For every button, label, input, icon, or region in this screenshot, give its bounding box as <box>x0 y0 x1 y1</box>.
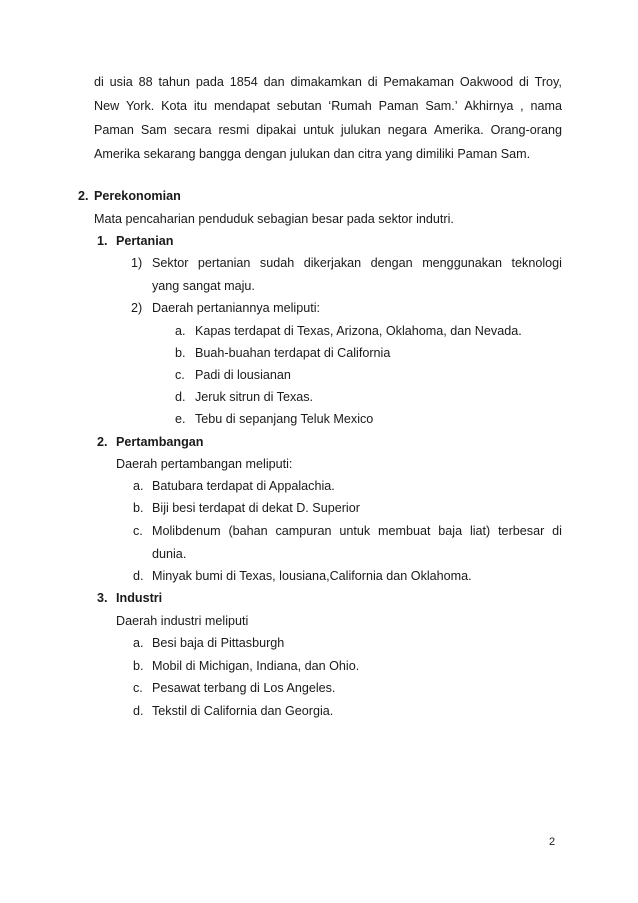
pertambangan-item-letter: a. <box>133 479 144 493</box>
page-number: 2 <box>549 836 556 848</box>
subsection-number-pertambangan: 2. <box>97 435 108 449</box>
subsection-title-pertanian: Pertanian <box>116 234 174 248</box>
pertambangan-item-letter: d. <box>133 569 144 583</box>
pertanian-subitem-text: Tebu di sepanjang Teluk Mexico <box>195 412 374 426</box>
pertanian-subitem-letter: a. <box>175 324 186 338</box>
industri-item-letter: b. <box>133 659 144 673</box>
pertanian-subitem-letter: b. <box>175 346 186 360</box>
intro-line-2: New York. Kota itu mendapat sebutan ‘Rumah Paman Sam.’ Akhirnya , nama <box>94 99 562 113</box>
industri-intro: Daerah industri meliputi <box>116 614 249 628</box>
pertambangan-item-letter: b. <box>133 501 144 515</box>
pertambangan-item-text: Minyak bumi di Texas, lousiana,California dan Oklahoma. <box>152 569 472 583</box>
industri-item-text: Pesawat terbang di Los Angeles. <box>152 681 336 695</box>
pertanian-subitem-letter: d. <box>175 390 186 404</box>
pertanian-item-1-line-2: yang sangat maju. <box>152 279 255 293</box>
intro-line-4: Amerika sekarang bangga dengan julukan dan citra yang dimiliki Paman Sam. <box>94 147 531 161</box>
intro-line-1: di usia 88 tahun pada 1854 dan dimakamkan di Pemakaman Oakwood di Troy, <box>94 75 562 89</box>
industri-item-letter: a. <box>133 636 144 650</box>
subsection-number-pertanian: 1. <box>97 234 108 248</box>
intro-line-3: Paman Sam secara resmi dipakai untuk julukan negara Amerika. Orang-orang <box>94 123 562 137</box>
pertanian-subitem-letter: e. <box>175 412 186 426</box>
industri-item-text: Mobil di Michigan, Indiana, dan Ohio. <box>152 659 360 673</box>
subsection-title-pertambangan: Pertambangan <box>116 435 204 449</box>
industri-item-letter: c. <box>133 681 143 695</box>
subsection-number-industri: 3. <box>97 591 108 605</box>
industri-item-letter: d. <box>133 704 144 718</box>
section-intro: Mata pencaharian penduduk sebagian besar pada sektor indutri. <box>94 212 454 226</box>
industri-item-text: Besi baja di Pittasburgh <box>152 636 285 650</box>
pertanian-item-1-number: 1) <box>131 256 143 270</box>
pertanian-item-2: Daerah pertaniannya meliputi: <box>152 301 321 315</box>
pertanian-subitem-text: Padi di lousianan <box>195 368 291 382</box>
pertanian-subitem-text: Kapas terdapat di Texas, Arizona, Oklahoma, dan Nevada. <box>195 324 522 338</box>
pertambangan-item-text: Molibdenum (bahan campuran untuk membuat baja liat) terbesar di <box>152 524 562 538</box>
pertambangan-item-text: Batubara terdapat di Appalachia. <box>152 479 335 493</box>
pertambangan-item-letter: c. <box>133 524 143 538</box>
pertambangan-item-text: Biji besi terdapat di dekat D. Superior <box>152 501 360 515</box>
section-number: 2. <box>78 189 89 203</box>
pertanian-subitem-letter: c. <box>175 368 185 382</box>
industri-item-text: Tekstil di California dan Georgia. <box>152 704 334 718</box>
pertanian-item-1-line-1: Sektor pertanian sudah dikerjakan dengan menggunakan teknologi <box>152 256 562 270</box>
pertanian-subitem-text: Jeruk sitrun di Texas. <box>195 390 314 404</box>
pertanian-subitem-text: Buah-buahan terdapat di California <box>195 346 391 360</box>
section-title: Perekonomian <box>94 189 181 203</box>
pertambangan-item-text-continued: dunia. <box>152 547 187 561</box>
subsection-title-industri: Industri <box>116 591 163 605</box>
pertambangan-intro: Daerah pertambangan meliputi: <box>116 457 293 471</box>
pertanian-item-2-number: 2) <box>131 301 143 315</box>
